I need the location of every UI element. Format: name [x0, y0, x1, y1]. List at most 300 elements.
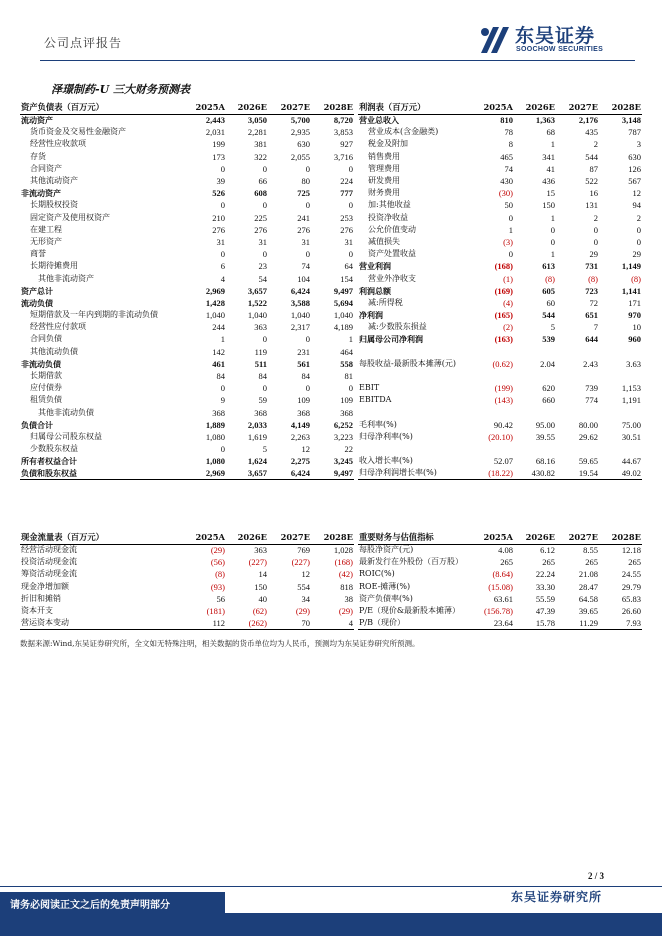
cell-value: 1 [220, 334, 225, 345]
cell-value: 644 [585, 334, 598, 345]
cell-value: 0 [220, 383, 225, 394]
cell-value: 68.16 [535, 456, 555, 467]
cell-value: 9,497 [333, 285, 353, 296]
table-row [358, 297, 642, 309]
cell-value: 1 [508, 224, 513, 235]
cell-value: 620 [542, 383, 555, 394]
cell-value: 94 [632, 200, 641, 211]
cell-value [599, 443, 642, 455]
table-row [358, 556, 642, 568]
column-header: 2027E [280, 531, 310, 542]
table-row [20, 394, 354, 406]
cell-value: 1,028 [333, 545, 353, 556]
row-label: 商誉 [30, 249, 46, 259]
cell-value [472, 370, 514, 382]
table-row [358, 443, 642, 455]
cell-value: 1,040 [247, 310, 267, 321]
cell-value: 2,317 [290, 322, 310, 333]
table-row [20, 151, 354, 163]
row-label: 投资活动现金流 [21, 557, 77, 567]
cell-value: 244 [212, 322, 225, 333]
cell-value: 10 [632, 322, 641, 333]
cell-value: 2,176 [578, 115, 598, 126]
table-row [20, 358, 354, 370]
cell-value: 31 [301, 236, 310, 247]
row-label: 少数股东权益 [30, 444, 78, 454]
cell-value: 2,055 [290, 151, 310, 162]
cell-value: 1,191 [621, 395, 641, 406]
row-label: 负债合计 [21, 419, 53, 430]
cell-value [599, 407, 642, 419]
cell-value: 0 [636, 224, 641, 235]
cell-value: 8 [508, 139, 513, 150]
cell-value: 3,588 [290, 297, 310, 308]
table-row [20, 309, 354, 321]
row-label: 其他非流动负债 [38, 407, 94, 417]
table-row [358, 212, 642, 224]
soochow-logo-icon [477, 23, 511, 57]
table-row [20, 199, 354, 211]
table-row [358, 187, 642, 199]
cell-value: (168) [494, 261, 513, 272]
cell-value: 0 [348, 163, 353, 174]
cell-value [556, 407, 599, 419]
cell-value: 131 [585, 200, 598, 211]
cell-value: 731 [585, 261, 598, 272]
cell-value: 810 [500, 115, 513, 126]
row-label: 归属母公司股东权益 [30, 431, 102, 441]
cell-value: 0 [305, 334, 310, 345]
cash-flow-table [20, 530, 354, 630]
cell-value: 265 [628, 557, 641, 568]
cell-value: 8,720 [333, 115, 353, 126]
cell-value: 539 [542, 334, 555, 345]
table-row [358, 370, 642, 382]
cell-value: 3.63 [626, 358, 641, 369]
cell-value [599, 346, 642, 358]
cell-value: (227) [248, 557, 267, 568]
cell-value: 1,522 [247, 297, 267, 308]
cell-value: 1,040 [333, 310, 353, 321]
table-row [358, 163, 642, 175]
cell-value: 2,443 [205, 115, 225, 126]
cell-value: 40 [258, 593, 267, 604]
row-label: 存货 [30, 151, 46, 161]
cell-value: 430 [500, 176, 513, 187]
cell-value: 224 [340, 176, 353, 187]
cell-value: 363 [254, 322, 267, 333]
row-label: EBITDA [359, 395, 392, 405]
cell-value: 1,428 [205, 297, 225, 308]
cell-value: 3,148 [621, 115, 641, 126]
row-label: 公允价值变动 [368, 224, 416, 234]
cell-value: 4.08 [498, 545, 513, 556]
cell-value: 63.61 [493, 593, 513, 604]
table-header-row [358, 100, 642, 114]
table-row [358, 285, 642, 297]
table-row [20, 407, 354, 419]
cell-value [514, 407, 556, 419]
table-row [20, 431, 354, 443]
cell-value: 74 [301, 261, 310, 272]
cell-value: 66 [258, 176, 267, 187]
cell-value: 2 [593, 139, 598, 150]
cell-value: (0.62) [492, 358, 513, 369]
document-title: 泽璟制药-U 三大财务预测表 [51, 83, 190, 96]
cell-value: 723 [585, 285, 598, 296]
cell-value: 436 [542, 176, 555, 187]
cell-value: 87 [589, 163, 598, 174]
cell-value: 3 [636, 139, 641, 150]
table-row [20, 248, 354, 260]
row-label: 租赁负债 [30, 395, 62, 405]
cell-value: (42) [338, 569, 353, 580]
table-row [20, 593, 354, 605]
cell-value: (8) [588, 273, 598, 284]
cell-value: 769 [297, 545, 310, 556]
cell-value: 26.60 [621, 606, 641, 617]
cell-value: 84 [216, 371, 225, 382]
table-row [20, 187, 354, 199]
row-label [358, 346, 472, 358]
cell-value: 55.59 [535, 593, 555, 604]
column-header: 2027E [280, 101, 310, 112]
cell-value: 2 [636, 212, 641, 223]
cell-value: (18.22) [488, 468, 513, 479]
table-row [358, 236, 642, 248]
cell-value: 59.65 [578, 456, 598, 467]
column-header: 2028E [323, 531, 353, 542]
table-row [358, 544, 642, 556]
cell-value: 787 [628, 127, 641, 138]
column-header: 2025A [483, 101, 513, 112]
cell-value: 80.00 [578, 419, 598, 430]
cell-value: 59 [258, 395, 267, 406]
cell-value: 1,619 [247, 431, 267, 442]
cell-value: 276 [297, 224, 310, 235]
cell-value: (262) [248, 617, 267, 628]
row-label [358, 443, 472, 455]
cell-value: 38 [344, 593, 353, 604]
cell-value: 2.43 [583, 358, 598, 369]
cell-value: 75.00 [621, 419, 641, 430]
cell-value: 4,189 [333, 322, 353, 333]
cell-value: 173 [212, 151, 225, 162]
cell-value: 109 [297, 395, 310, 406]
cell-value: 0 [305, 200, 310, 211]
cell-value: 1,889 [205, 419, 225, 430]
row-label: 合同资产 [30, 163, 62, 173]
cell-value: (199) [494, 383, 513, 394]
row-label: 非流动资产 [21, 188, 61, 199]
cell-value: 23 [258, 261, 267, 272]
cell-value: 1 [348, 334, 353, 345]
table-row [20, 346, 354, 358]
cell-value: 265 [500, 557, 513, 568]
row-label: 合同负债 [30, 334, 62, 344]
cell-value: 522 [585, 176, 598, 187]
cell-value: 95.00 [535, 419, 555, 430]
table-row [358, 151, 642, 163]
table-row [358, 333, 642, 345]
cell-value: 19.54 [578, 468, 598, 479]
cell-value: 0 [593, 224, 598, 235]
row-label: 加:其他收益 [368, 200, 411, 210]
cell-value [556, 370, 599, 382]
cell-value: 29.79 [621, 581, 641, 592]
table-row [358, 617, 642, 629]
cell-value: 739 [585, 383, 598, 394]
column-header: 2025A [195, 101, 225, 112]
cell-value: (29) [295, 606, 310, 617]
cell-value: 150 [542, 200, 555, 211]
cell-value: (4) [503, 297, 513, 308]
column-header: 2025A [195, 531, 225, 542]
cell-value: 605 [542, 285, 555, 296]
cell-value: 6,252 [333, 419, 353, 430]
cell-value: 0 [305, 249, 310, 260]
cell-value: 72 [589, 297, 598, 308]
cell-value: 142 [212, 346, 225, 357]
cell-value: 818 [340, 581, 353, 592]
cell-value: 22.24 [535, 569, 555, 580]
cell-value: 1,624 [247, 456, 267, 467]
cell-value: 3,657 [247, 285, 267, 296]
cell-value: 3,853 [333, 127, 353, 138]
table-row [358, 394, 642, 406]
cell-value: 5,694 [333, 297, 353, 308]
cell-value: 0 [348, 383, 353, 394]
cell-value: 567 [628, 176, 641, 187]
cell-value: 74 [504, 163, 513, 174]
cell-value: 3,223 [333, 431, 353, 442]
column-header: 2026E [525, 531, 555, 542]
column-header: 2025A [483, 531, 513, 542]
cell-value: 2.04 [540, 358, 555, 369]
cell-value: 630 [297, 139, 310, 150]
cell-value: 1,141 [621, 285, 641, 296]
cell-value: 44.67 [621, 456, 641, 467]
row-label: 营运资本变动 [21, 617, 69, 627]
cell-value: 558 [340, 358, 353, 369]
cell-value: 0 [305, 383, 310, 394]
cell-value: 39 [216, 176, 225, 187]
row-label: 每股净资产(元) [359, 545, 414, 555]
table-row [358, 593, 642, 605]
cell-value: 60 [546, 297, 555, 308]
cell-value: 0 [262, 200, 267, 211]
logo-chinese-name: 东吴证券 [515, 25, 596, 47]
cell-value: (181) [206, 606, 225, 617]
cell-value: 210 [212, 212, 225, 223]
cell-value: 39.65 [578, 606, 598, 617]
cell-value: 0 [348, 200, 353, 211]
cell-value: 22 [344, 444, 353, 455]
cell-value: 1,080 [205, 431, 225, 442]
table-title: 资产负债表（百万元） [21, 101, 104, 112]
cell-value: (156.78) [483, 606, 513, 617]
cell-value: 465 [500, 151, 513, 162]
cell-value: 0 [593, 236, 598, 247]
cell-value: 341 [542, 151, 555, 162]
cell-value: 109 [340, 395, 353, 406]
cell-value: 5 [262, 444, 267, 455]
report-type-label: 公司点评报告 [44, 36, 123, 50]
cell-value: (169) [494, 285, 513, 296]
cell-value: 368 [212, 407, 225, 418]
cell-value: 0 [262, 249, 267, 260]
cell-value: 2,031 [205, 127, 225, 138]
row-label: 净利润 [359, 310, 383, 321]
row-label: 应付债券 [30, 383, 62, 393]
column-header: 2028E [323, 101, 353, 112]
table-row [20, 163, 354, 175]
page-number: 2 / 3 [588, 871, 605, 881]
row-label: 减:少数股东损益 [368, 322, 427, 332]
table-row [358, 431, 642, 443]
cell-value: 30.51 [621, 431, 641, 442]
table-row [20, 236, 354, 248]
cell-value: 265 [542, 557, 555, 568]
row-label: 归属母公司净利润 [359, 334, 423, 345]
cell-value: 126 [628, 163, 641, 174]
table-title: 利润表（百万元） [359, 101, 426, 112]
table-row [358, 467, 642, 479]
row-label: 折旧和摊销 [21, 593, 61, 603]
table-row [20, 224, 354, 236]
table-row [20, 568, 354, 580]
row-label: 无形资产 [30, 236, 62, 246]
row-label: 长期股权投资 [30, 200, 78, 210]
cell-value: 56 [216, 593, 225, 604]
row-label: 筹资活动现金流 [21, 569, 77, 579]
table-row [358, 581, 642, 593]
cell-value [472, 407, 514, 419]
row-label: ROE-摊薄(%) [359, 581, 411, 591]
row-label: 管理费用 [368, 163, 400, 173]
column-header: 2028E [611, 531, 641, 542]
cell-value: 3,716 [333, 151, 353, 162]
table-row [20, 419, 354, 431]
cell-value: 50 [504, 200, 513, 211]
row-label: 减:所得税 [368, 297, 403, 307]
disclaimer-banner[interactable]: 请务必阅读正文之后的免责声明部分 [0, 892, 225, 913]
cell-value: (29) [338, 606, 353, 617]
cell-value: 725 [297, 188, 310, 199]
cell-value: 29 [632, 249, 641, 260]
table-row [20, 605, 354, 617]
cell-value: 31 [344, 236, 353, 247]
row-label: 经营性应付款项 [30, 322, 86, 332]
cell-value: 0 [220, 444, 225, 455]
table-row [20, 544, 354, 556]
table-row [358, 126, 642, 138]
cell-value: 65.83 [621, 593, 641, 604]
table-row [358, 114, 642, 126]
table-row [20, 370, 354, 382]
logo-english-name: SOOCHOW SECURITIES [516, 46, 604, 53]
table-row [20, 467, 354, 479]
cell-value: 29.62 [578, 431, 598, 442]
cell-value: (165) [494, 310, 513, 321]
table-header-row [20, 100, 354, 114]
table-row [358, 224, 642, 236]
table-row [20, 443, 354, 455]
table-row [358, 248, 642, 260]
cell-value: 970 [628, 310, 641, 321]
cell-value: 630 [628, 151, 641, 162]
cell-value: 2,033 [247, 419, 267, 430]
cell-value: 0 [262, 383, 267, 394]
row-label: 最新发行在外股份（百万股） [359, 557, 463, 567]
cell-value: 561 [297, 358, 310, 369]
cell-value: 47.39 [535, 606, 555, 617]
cell-value: 64 [344, 261, 353, 272]
cell-value: 241 [297, 212, 310, 223]
cell-value: 1 [550, 139, 555, 150]
row-label: 资产处置收益 [368, 249, 416, 259]
cell-value: 49.02 [621, 468, 641, 479]
cell-value: 0 [550, 224, 555, 235]
column-header: 2026E [237, 101, 267, 112]
cell-value: 777 [340, 188, 353, 199]
cell-value: 368 [340, 407, 353, 418]
cell-value: 12.18 [621, 545, 641, 556]
cell-value: (62) [252, 606, 267, 617]
row-label: 货币资金及交易性金融资产 [30, 127, 126, 137]
cell-value: 253 [340, 212, 353, 223]
cell-value: (93) [210, 581, 225, 592]
cell-value: 15.78 [535, 617, 555, 628]
table-row [358, 309, 642, 321]
row-label: 减值损失 [368, 236, 400, 246]
table-row [20, 212, 354, 224]
row-label: 负债和股东权益 [21, 468, 77, 479]
cell-value: 15 [546, 188, 555, 199]
cell-value: 1,363 [535, 115, 555, 126]
cell-value: 322 [254, 151, 267, 162]
cell-value: 7 [593, 322, 598, 333]
cell-value: 927 [340, 139, 353, 150]
cell-value: (8.64) [492, 569, 513, 580]
cell-value [514, 346, 556, 358]
cell-value: 14 [258, 569, 267, 580]
cell-value: 276 [340, 224, 353, 235]
row-label: 营业总收入 [359, 115, 399, 126]
cell-value: 2,263 [290, 431, 310, 442]
cell-value: 1 [550, 212, 555, 223]
table-row [20, 175, 354, 187]
row-label: 固定资产及使用权资产 [30, 212, 110, 222]
cell-value: 39.55 [535, 431, 555, 442]
cell-value [472, 346, 514, 358]
cell-value: (1) [503, 273, 513, 284]
cell-value: 24.55 [621, 569, 641, 580]
header-divider [40, 60, 635, 61]
table-row [20, 297, 354, 309]
cell-value: 368 [254, 407, 267, 418]
cell-value [514, 370, 556, 382]
row-label: P/B（现价） [359, 617, 405, 627]
table-row [358, 382, 642, 394]
cell-value: 21.08 [578, 569, 598, 580]
cell-value: 544 [585, 151, 598, 162]
table-row [358, 175, 642, 187]
cell-value: 6.12 [540, 545, 555, 556]
cell-value: (29) [210, 545, 225, 556]
cell-value: 544 [542, 310, 555, 321]
cell-value: 7.93 [626, 617, 641, 628]
